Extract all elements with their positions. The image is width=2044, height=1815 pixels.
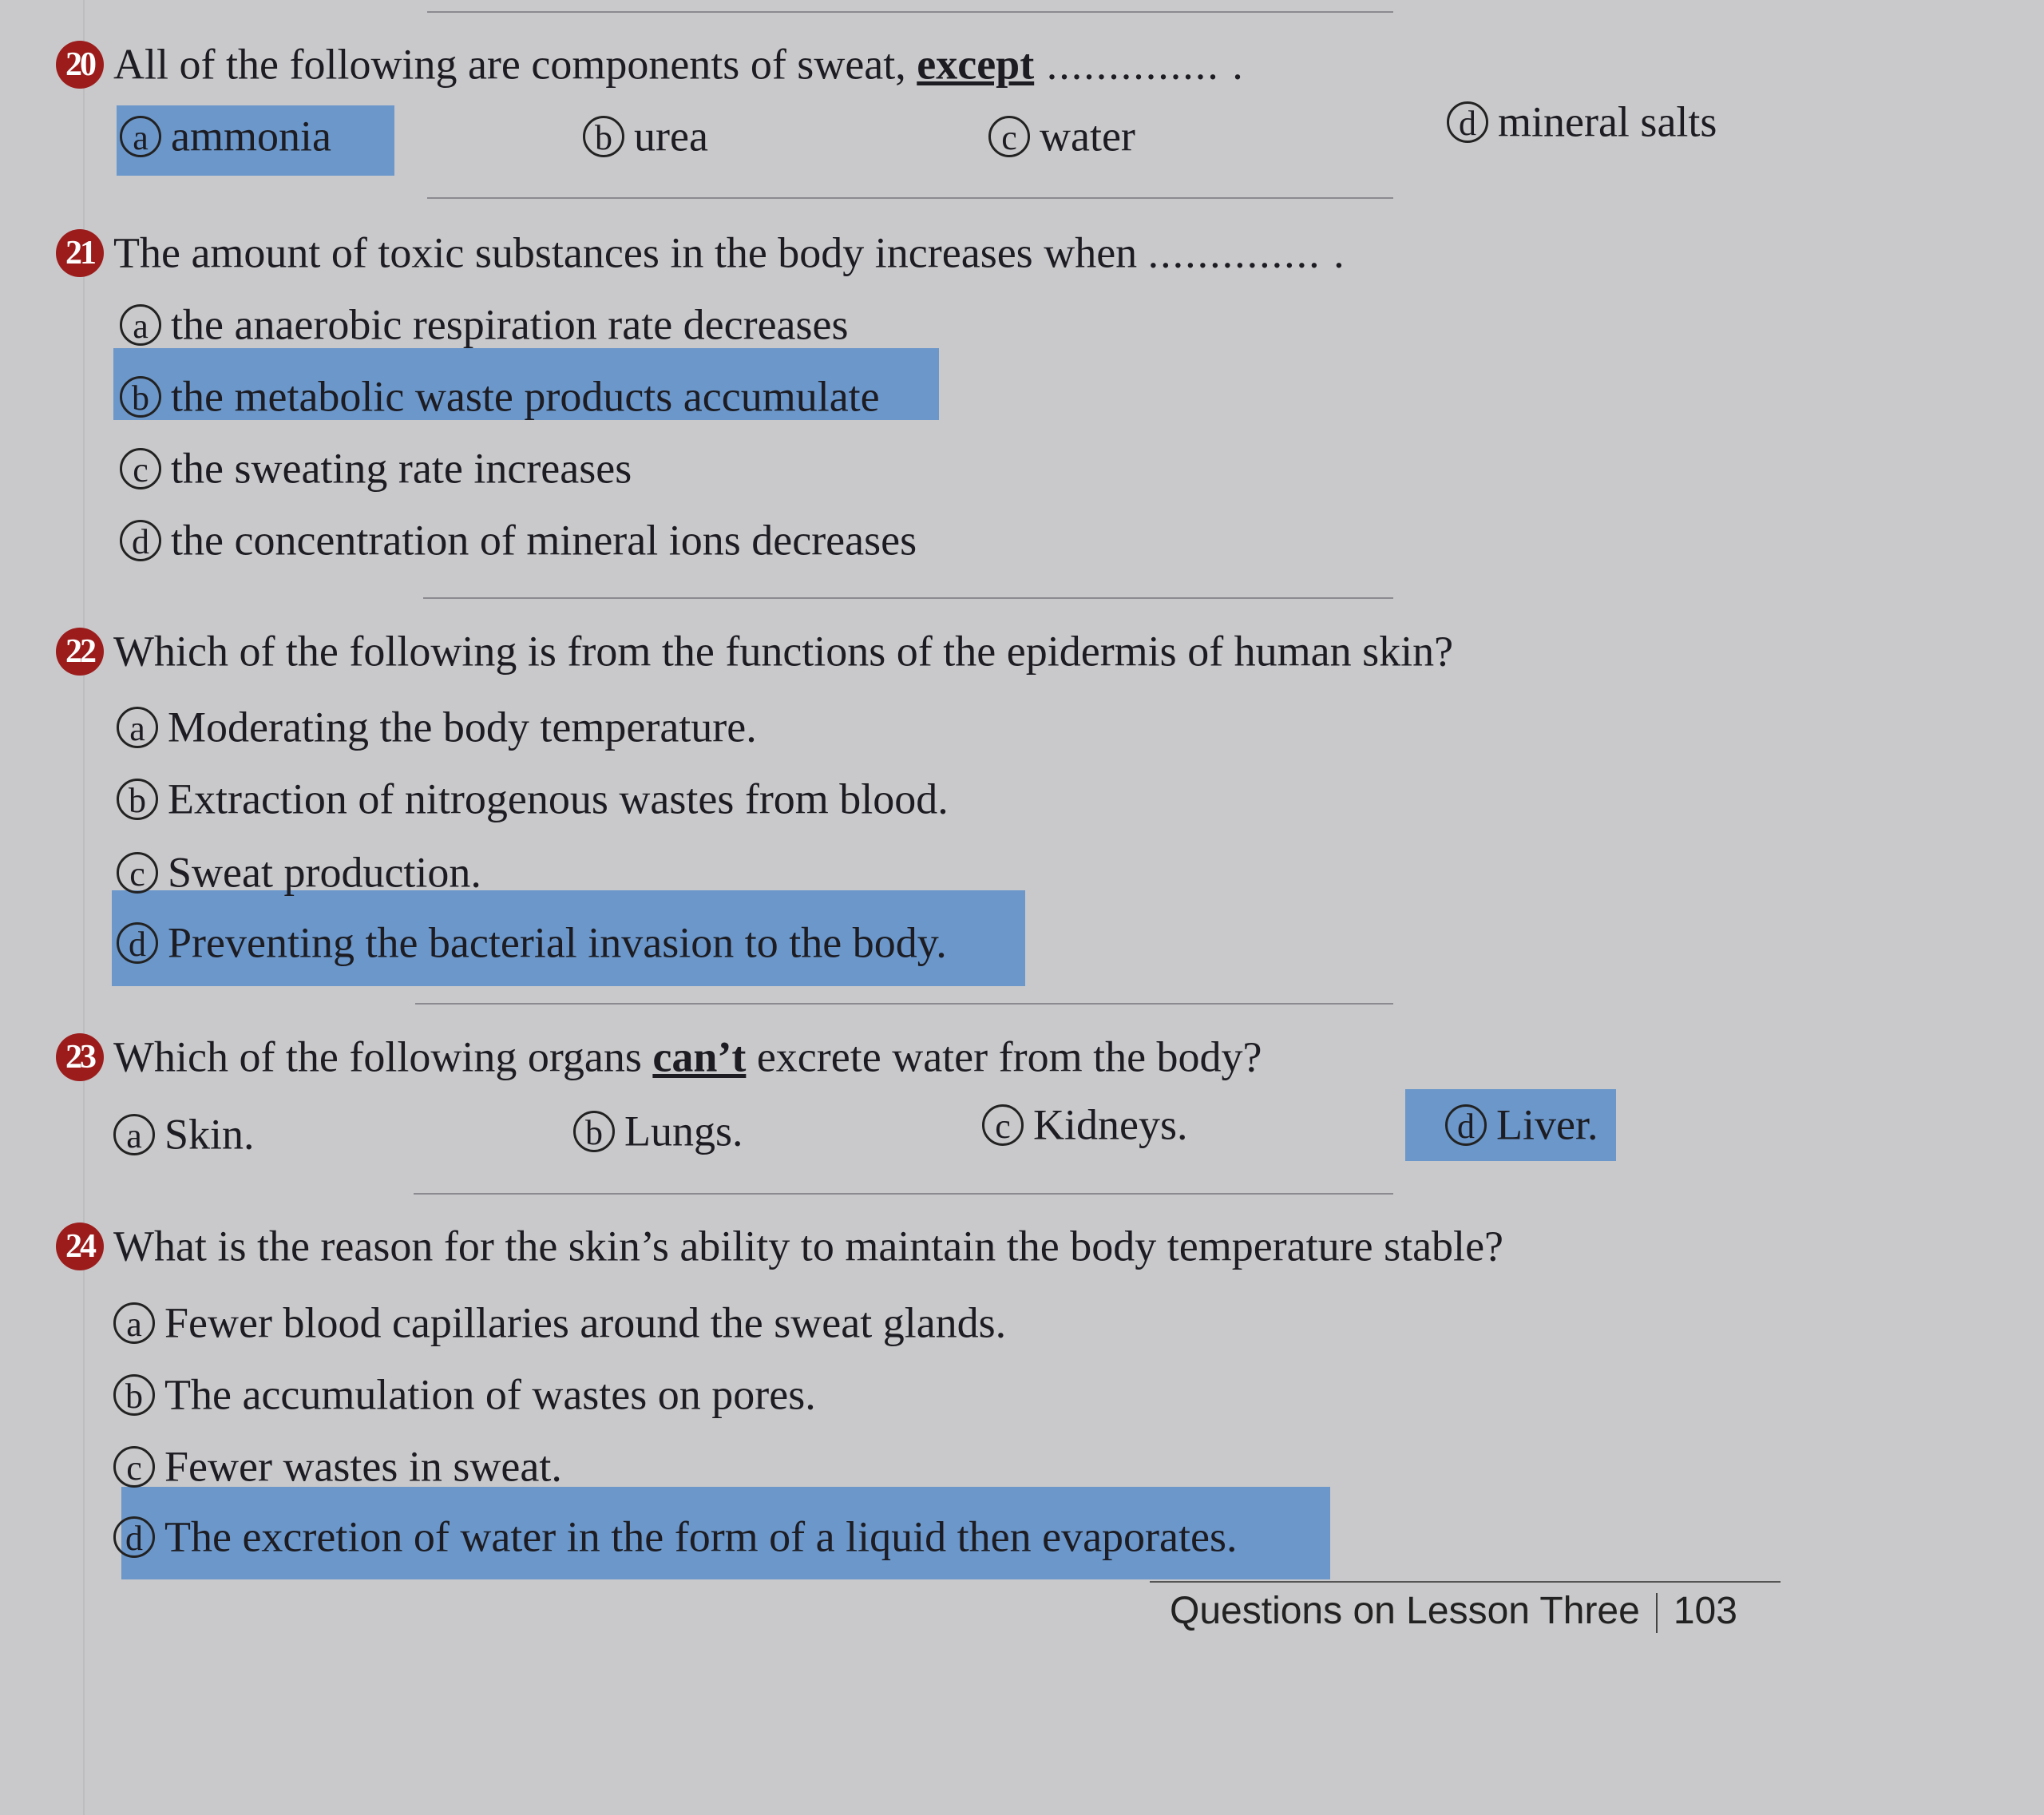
option-23-b[interactable]: b Lungs.	[573, 1099, 743, 1159]
option-letter: a	[117, 707, 158, 748]
question-number-badge: 20	[56, 41, 104, 89]
option-letter: a	[120, 304, 161, 346]
footer-section-title: Questions on Lesson Three	[1170, 1590, 1640, 1632]
option-20-d[interactable]: d mineral salts	[1447, 89, 1717, 150]
option-letter: c	[982, 1104, 1024, 1146]
question-number-badge: 22	[56, 628, 104, 676]
page-footer	[1170, 1589, 1737, 1633]
option-22-c[interactable]: c Sweat production.	[117, 840, 481, 901]
option-letter: d	[117, 922, 158, 964]
option-20-b[interactable]: b urea	[583, 104, 708, 164]
question-number-badge: 24	[56, 1223, 104, 1270]
question-24	[56, 1214, 1503, 1274]
question-20	[56, 32, 1245, 93]
option-23-d[interactable]: d Liver.	[1445, 1092, 1598, 1153]
option-22-a[interactable]: a Moderating the body temperature.	[117, 695, 757, 755]
separator	[415, 1003, 1393, 1005]
separator	[427, 197, 1393, 199]
option-21-c[interactable]: c the sweating rate increases	[120, 436, 632, 497]
option-letter: a	[113, 1114, 155, 1155]
question-text: Which of the following is from the functions of the epidermis of human skin?	[113, 627, 1454, 676]
question-text: The amount of toxic substances in the body increases when .............. .	[113, 228, 1346, 277]
option-letter: b	[113, 1374, 155, 1416]
footer-divider	[1656, 1593, 1658, 1633]
option-letter: b	[117, 779, 158, 820]
question-22	[56, 619, 1453, 680]
option-letter: d	[113, 1516, 155, 1558]
question-text: All of the following are components of sweat, except .............. .	[113, 40, 1245, 89]
page-number: 103	[1673, 1590, 1737, 1632]
option-letter: c	[117, 852, 158, 894]
option-23-c[interactable]: c Kidneys.	[982, 1092, 1187, 1153]
footer-rule	[1150, 1581, 1781, 1583]
separator	[423, 597, 1393, 599]
option-21-d[interactable]: d the concentration of mineral ions decreases	[120, 508, 917, 569]
option-letter: b	[583, 116, 624, 157]
option-20-c[interactable]: c water	[988, 104, 1135, 164]
option-24-c[interactable]: c Fewer wastes in sweat.	[113, 1434, 562, 1495]
option-20-a[interactable]: a ammonia	[120, 104, 331, 164]
question-21	[56, 220, 1346, 281]
option-letter: d	[1445, 1104, 1487, 1146]
option-letter: b	[120, 376, 161, 418]
option-22-d[interactable]: d Preventing the bacterial invasion to the body.	[117, 910, 947, 971]
option-22-b[interactable]: b Extraction of nitrogenous wastes from blood.	[117, 767, 949, 827]
question-23	[56, 1024, 1262, 1085]
option-21-a[interactable]: a the anaerobic respiration rate decreases	[120, 292, 849, 353]
question-text: What is the reason for the skin’s ability to maintain the body temperature stable?	[113, 1222, 1503, 1270]
question-text: Which of the following organs can’t excrete water from the body?	[113, 1032, 1262, 1081]
option-21-b[interactable]: b the metabolic waste products accumulate	[120, 364, 880, 425]
option-letter: a	[113, 1302, 155, 1344]
question-number-badge: 23	[56, 1033, 104, 1081]
option-letter: a	[120, 116, 161, 157]
option-letter: b	[573, 1111, 615, 1152]
separator	[427, 11, 1393, 13]
option-letter: c	[988, 116, 1030, 157]
option-letter: d	[1447, 101, 1488, 143]
option-letter: c	[120, 448, 161, 489]
option-letter: c	[113, 1446, 155, 1488]
option-24-a[interactable]: a Fewer blood capillaries around the sweat glands.	[113, 1290, 1006, 1351]
question-number-badge: 21	[56, 229, 104, 277]
option-letter: d	[120, 520, 161, 561]
option-24-d[interactable]: d The excretion of water in the form of a liquid then evaporates.	[113, 1504, 1238, 1565]
separator	[414, 1193, 1393, 1195]
option-23-a[interactable]: a Skin.	[113, 1102, 255, 1163]
option-24-b[interactable]: b The accumulation of wastes on pores.	[113, 1362, 816, 1423]
